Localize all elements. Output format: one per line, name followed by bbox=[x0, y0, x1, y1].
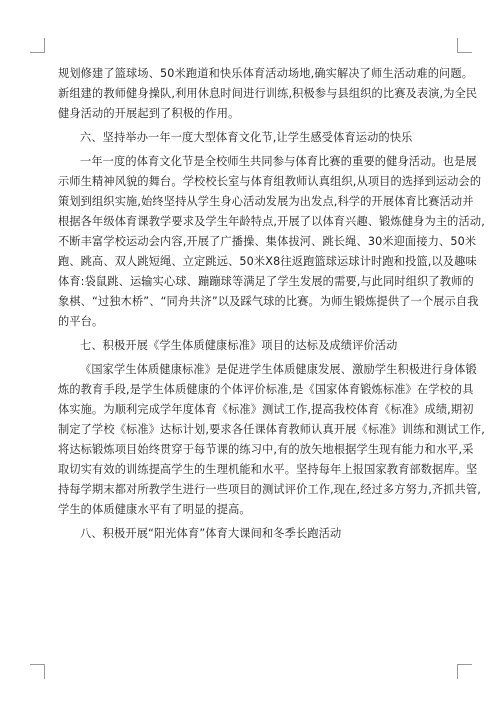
text-line: 示师生精神风貌的舞台。学校校长室与体育组教师认真组织,从项目的选择到运动会的 bbox=[58, 175, 482, 188]
text-line: 取切实有效的训练提高学生的生理机能和水平。坚持每年上报国家教育部数据库。坚 bbox=[58, 463, 478, 476]
text-line: 策划到组织实施,始终坚持从学生身心活动发展为出发点,科学的开展体育比赛活动并 bbox=[58, 195, 474, 208]
text-line: 根据各年级体育课教学要求及学生年龄特点,开展了以体育兴趣、锻炼健身为主的活动, bbox=[58, 215, 485, 228]
text-line: 一年一度的体育文化节是全校师生共同参与体育比赛的重要的健身活动。也是展 bbox=[80, 155, 477, 168]
text-line: 规划修建了篮球场、50米跑道和快乐体育活动场地,确实解决了师生活动难的问题。 bbox=[58, 67, 474, 80]
text-line: 持每学期末都对所教学生进行一些项目的测试评价工作,现在,经过多方努力,齐抓共管, bbox=[58, 483, 481, 496]
crop-mark-top-right bbox=[457, 38, 472, 53]
section-heading-7: 七、积极开展《学生体质健康标准》项目的达标及成绩评价活动 bbox=[80, 339, 398, 352]
text-line: 新组建的教师健身操队,利用休息时间进行训练,积极参与县组织的比赛及表演,为全民 bbox=[58, 87, 478, 100]
text-line: 跑、跳高、双人跳短绳、立定跳远、50米X8往返跑篮球运球计时跑和投篮,以及趣味 bbox=[58, 255, 477, 268]
text-line: 体育:袋鼠跳、运输实心球、蹦蹦球等满足了学生发展的需要,与此同时组织了教师的 bbox=[58, 275, 474, 288]
text-line: 不断丰富学校运动会内容,开展了广播操、集体拔河、跳长绳、30米迎面接力、50米 bbox=[58, 235, 477, 248]
crop-mark-top-left bbox=[30, 38, 45, 53]
text-line: 炼的教育手段,是学生体质健康的个体评价标准,是《国家体育锻炼标准》在学校的具 bbox=[58, 383, 474, 396]
text-line: 制定了学校《标准》达标计划,要求各任课体育教师认真开展《标准》训练和测试工作, bbox=[58, 423, 485, 436]
crop-mark-bottom-right bbox=[457, 664, 472, 679]
text-line: 学生的体质健康水平有了明显的提高。 bbox=[58, 503, 251, 516]
text-line: 《国家学生体质健康标准》是促进学生体质健康发展、激励学生积极进行身体锻 bbox=[80, 363, 477, 376]
text-line: 将达标锻炼项目始终贯穿于每节课的练习中,有的放矢地根据学生现有能力和水平,采 bbox=[58, 443, 474, 456]
section-heading-6: 六、坚持举办一年一度大型体育文化节,让学生感受体育运动的快乐 bbox=[80, 131, 413, 144]
text-line: 的平台。 bbox=[58, 315, 104, 328]
text-line: 体实施。为顺利完成学年度体育《标准》测试工作,提高我校体育《标准》成绩,期初 bbox=[58, 403, 474, 416]
crop-mark-bottom-left bbox=[30, 664, 45, 679]
text-line: 象棋、“过独木桥”、“同舟共济”以及踩气球的比赛。为师生锻炼提供了一个展示自我 bbox=[58, 295, 479, 308]
document-body bbox=[58, 64, 485, 548]
text-line: 健身活动的开展起到了积极的作用。 bbox=[58, 107, 240, 120]
section-heading-8: 八、积极开展“阳光体育”体育大课间和冬季长跑活动 bbox=[80, 527, 342, 540]
